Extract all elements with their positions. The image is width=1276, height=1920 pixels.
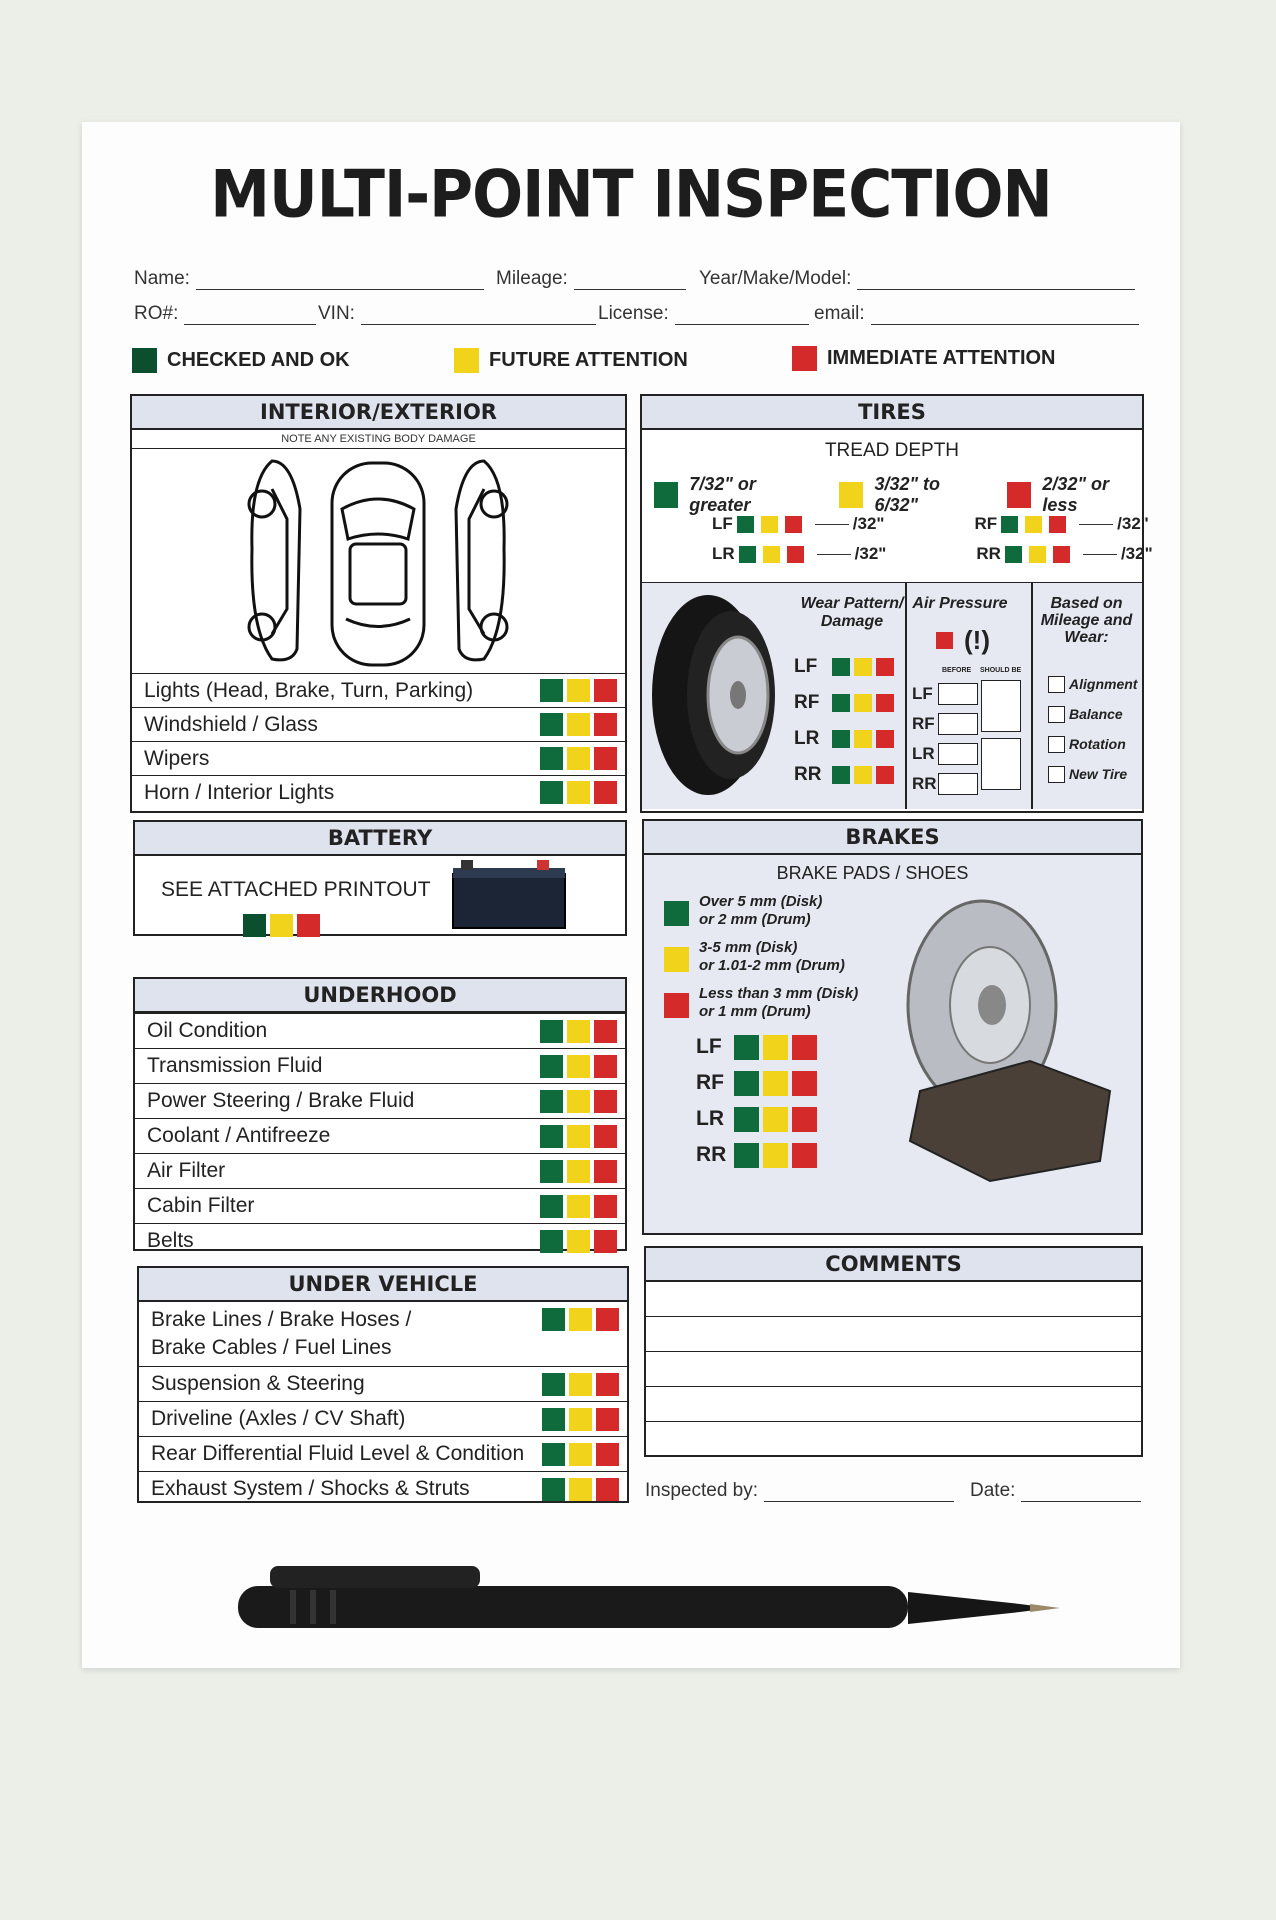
brake-legend-item: Less than 3 mm (Disk) or 1 mm (Drum): [664, 985, 858, 1031]
green-checkbox[interactable]: [540, 1020, 563, 1043]
green-checkbox[interactable]: [832, 730, 850, 748]
battery-header: BATTERY: [135, 822, 625, 856]
air-pressure-list: [912, 679, 978, 799]
service-checkbox-row[interactable]: Rotation: [1048, 729, 1137, 759]
yellow-checkbox[interactable]: [569, 1308, 592, 1331]
list-item: Brake Lines / Brake Hoses / Brake Cables / Fuel Lines: [139, 1302, 627, 1366]
inspected-by-field[interactable]: Inspected by:: [645, 1480, 954, 1502]
green-checkbox[interactable]: [734, 1071, 759, 1096]
yellow-checkbox[interactable]: [569, 1408, 592, 1431]
tire-service-checks: [1048, 669, 1137, 789]
tread-input[interactable]: [1083, 554, 1117, 555]
status-squares[interactable]: [540, 1090, 617, 1113]
yellow-checkbox[interactable]: [1025, 516, 1042, 533]
underhood-list: [135, 1013, 625, 1258]
air-row: LR: [912, 739, 978, 769]
status-squares[interactable]: [542, 1478, 619, 1501]
body-damage-note: NOTE ANY EXISTING BODY DAMAGE: [132, 430, 625, 449]
list-item: Wipers: [132, 741, 625, 775]
wear-row: RF: [794, 685, 896, 721]
brake-pads-label: BRAKE PADS / SHOES: [776, 863, 969, 883]
green-swatch: [132, 348, 157, 373]
status-squares[interactable]: [542, 1443, 619, 1466]
brake-row: LF: [696, 1029, 819, 1065]
red-checkbox[interactable]: [876, 658, 894, 676]
red-checkbox[interactable]: [594, 713, 617, 736]
yellow-checkbox[interactable]: [567, 1020, 590, 1043]
brake-rotor-icon: [880, 891, 1130, 1191]
red-checkbox[interactable]: [1053, 546, 1070, 563]
air-row: RR: [912, 769, 978, 799]
list-item: Cabin Filter: [135, 1188, 625, 1223]
red-checkbox[interactable]: [1049, 516, 1066, 533]
legend-future: FUTURE ATTENTION: [454, 348, 688, 373]
yellow-checkbox[interactable]: [763, 1143, 788, 1168]
green-checkbox[interactable]: [540, 781, 563, 804]
green-checkbox[interactable]: [734, 1143, 759, 1168]
red-checkbox[interactable]: [594, 1160, 617, 1183]
green-checkbox[interactable]: [542, 1308, 565, 1331]
battery-note: SEE ATTACHED PRINTOUT: [161, 878, 431, 901]
before-pressure-input[interactable]: [938, 683, 978, 705]
date-field[interactable]: Date:: [970, 1480, 1141, 1502]
yellow-checkbox[interactable]: [567, 713, 590, 736]
status-squares[interactable]: [540, 747, 617, 770]
green-checkbox[interactable]: [832, 766, 850, 784]
green-checkbox[interactable]: [540, 1090, 563, 1113]
green-checkbox[interactable]: [540, 1160, 563, 1183]
battery-icon: [451, 860, 569, 930]
yellow-checkbox[interactable]: [569, 1373, 592, 1396]
list-item: Power Steering / Brake Fluid: [135, 1083, 625, 1118]
red-swatch: [792, 346, 817, 371]
yellow-checkbox[interactable]: [761, 516, 778, 533]
comments-section: [644, 1246, 1143, 1457]
list-item: Lights (Head, Brake, Turn, Parking): [132, 673, 625, 707]
tire-icon: [646, 583, 796, 807]
car-diagram[interactable]: [132, 449, 625, 673]
status-squares[interactable]: [540, 1195, 617, 1218]
underhood-header: UNDERHOOD: [135, 979, 625, 1013]
tread-depth-label: TREAD DEPTH: [824, 440, 960, 461]
vin-field[interactable]: VIN:: [318, 303, 596, 325]
list-item: Suspension & Steering: [139, 1366, 627, 1401]
status-squares[interactable]: [540, 1230, 617, 1253]
green-checkbox[interactable]: [542, 1373, 565, 1396]
brake-list: [696, 1029, 819, 1173]
underhood-section: [133, 977, 627, 1251]
status-squares[interactable]: [540, 713, 617, 736]
red-checkbox[interactable]: [594, 1230, 617, 1253]
car-outline-icon: [132, 449, 625, 673]
red-checkbox[interactable]: [297, 914, 320, 937]
tread-grid: LF /32" RF /32" LR /32" RR /32": [712, 514, 1153, 563]
battery-status[interactable]: [243, 914, 320, 937]
interior-exterior-section: [130, 394, 627, 813]
list-item: Belts: [135, 1223, 625, 1258]
yellow-checkbox[interactable]: [567, 1125, 590, 1148]
status-squares[interactable]: [540, 1055, 617, 1078]
yellow-checkbox[interactable]: [763, 546, 780, 563]
green-checkbox[interactable]: [540, 747, 563, 770]
yellow-checkbox[interactable]: [763, 1107, 788, 1132]
yellow-checkbox[interactable]: [567, 781, 590, 804]
brakes-header: BRAKES: [644, 821, 1141, 855]
before-pressure-input[interactable]: [938, 743, 978, 765]
yellow-checkbox[interactable]: [763, 1071, 788, 1096]
red-checkbox[interactable]: [596, 1308, 619, 1331]
under-vehicle-header: UNDER VEHICLE: [139, 1268, 627, 1302]
list-item: Exhaust System / Shocks & Struts: [139, 1471, 627, 1506]
red-checkbox[interactable]: [594, 781, 617, 804]
brake-row: RF: [696, 1065, 819, 1101]
red-checkbox[interactable]: [594, 1195, 617, 1218]
list-item: Horn / Interior Lights: [132, 775, 625, 809]
yellow-checkbox[interactable]: [567, 1055, 590, 1078]
green-checkbox[interactable]: [739, 546, 756, 563]
checkbox[interactable]: [1048, 766, 1065, 783]
interior-header: INTERIOR/EXTERIOR: [132, 396, 625, 430]
green-checkbox[interactable]: [1001, 516, 1018, 533]
list-item: Rear Differential Fluid Level & Condition: [139, 1436, 627, 1471]
green-checkbox[interactable]: [734, 1035, 759, 1060]
wear-row: LF: [794, 649, 896, 685]
brake-legend-item: Over 5 mm (Disk) or 2 mm (Drum): [664, 893, 858, 939]
name-field[interactable]: Name:: [134, 268, 484, 290]
red-checkbox[interactable]: [596, 1408, 619, 1431]
status-squares[interactable]: [540, 1160, 617, 1183]
page-title: MULTI-POINT INSPECTION: [210, 157, 1052, 233]
tpms-indicator: [936, 625, 990, 656]
service-checkbox-row[interactable]: Alignment: [1048, 669, 1137, 699]
interior-list: [132, 673, 625, 809]
green-checkbox[interactable]: [737, 516, 754, 533]
battery-section: [133, 820, 627, 936]
red-checkbox[interactable]: [792, 1107, 817, 1132]
yellow-checkbox[interactable]: [569, 1478, 592, 1501]
red-checkbox[interactable]: [594, 679, 617, 702]
red-checkbox[interactable]: [792, 1071, 817, 1096]
inspection-sheet: [82, 122, 1180, 1668]
service-checkbox-row[interactable]: New Tire: [1048, 759, 1137, 789]
tpms-warning-icon: (!): [964, 625, 990, 655]
brake-legend: [664, 893, 858, 1031]
green-checkbox[interactable]: [540, 1055, 563, 1078]
tire-detail-area: Wear Pattern/ Damage LF RF LR RR Air Pressure (!) BEFORE SHOULD BE LF RF LR RR Based on Mileage and Wear: Alignment Balance Rotation New Tire: [642, 582, 1142, 809]
mileage-field[interactable]: Mileage:: [496, 268, 686, 290]
status-squares[interactable]: [542, 1408, 619, 1431]
red-checkbox[interactable]: [785, 516, 802, 533]
list-item: Driveline (Axles / CV Shaft): [139, 1401, 627, 1436]
green-checkbox[interactable]: [832, 694, 850, 712]
list-item: Oil Condition: [135, 1013, 625, 1048]
based-on-label: Based on Mileage and Wear:: [1040, 595, 1133, 646]
year-make-model-field[interactable]: Year/Make/Model:: [699, 268, 1135, 290]
air-row: RF: [912, 709, 978, 739]
red-checkbox[interactable]: [594, 1055, 617, 1078]
green-checkbox[interactable]: [832, 658, 850, 676]
comments-lines[interactable]: [646, 1282, 1141, 1422]
pen-icon: [230, 1556, 1060, 1646]
air-row: LF: [912, 679, 978, 709]
yellow-swatch: [454, 348, 479, 373]
brake-row: LR: [696, 1101, 819, 1137]
yellow-checkbox[interactable]: [569, 1443, 592, 1466]
yellow-checkbox[interactable]: [567, 1230, 590, 1253]
brake-legend-item: 3-5 mm (Disk) or 1.01-2 mm (Drum): [664, 939, 858, 985]
red-checkbox[interactable]: [596, 1478, 619, 1501]
red-checkbox[interactable]: [876, 730, 894, 748]
list-item: Air Filter: [135, 1153, 625, 1188]
brake-row: RR: [696, 1137, 819, 1173]
checkbox[interactable]: [1048, 706, 1065, 723]
green-checkbox[interactable]: [540, 713, 563, 736]
wear-pattern-label: Wear Pattern/ Damage: [800, 595, 904, 630]
email-field[interactable]: email:: [814, 303, 1139, 325]
status-squares[interactable]: [540, 1125, 617, 1148]
red-checkbox[interactable]: [876, 694, 894, 712]
yellow-checkbox[interactable]: [567, 679, 590, 702]
yellow-checkbox[interactable]: [270, 914, 293, 937]
status-squares[interactable]: [542, 1373, 619, 1396]
red-checkbox[interactable]: [594, 747, 617, 770]
red-checkbox[interactable]: [596, 1443, 619, 1466]
tread-legend: 7/32" or greater 3/32" to 6/32" 2/32" or less: [654, 474, 1142, 516]
legend-ok: CHECKED AND OK: [132, 348, 350, 373]
tread-input[interactable]: [815, 524, 849, 525]
green-checkbox[interactable]: [542, 1443, 565, 1466]
wear-list: [794, 649, 896, 793]
red-checkbox[interactable]: [594, 1125, 617, 1148]
should-be-front-input[interactable]: [981, 680, 1021, 732]
yellow-checkbox[interactable]: [567, 1195, 590, 1218]
list-item: Windshield / Glass: [132, 707, 625, 741]
license-field[interactable]: License:: [598, 303, 809, 325]
green-checkbox[interactable]: [540, 1195, 563, 1218]
status-squares[interactable]: [540, 679, 617, 702]
ro-field[interactable]: RO#:: [134, 303, 316, 325]
under-vehicle-list: [139, 1366, 627, 1506]
status-squares[interactable]: [540, 1020, 617, 1043]
under-vehicle-section: [137, 1266, 629, 1503]
yellow-checkbox[interactable]: [1029, 546, 1046, 563]
yellow-checkbox[interactable]: [763, 1035, 788, 1060]
before-pressure-input[interactable]: [938, 773, 978, 795]
yellow-checkbox[interactable]: [567, 747, 590, 770]
green-checkbox[interactable]: [734, 1107, 759, 1132]
before-pressure-input[interactable]: [938, 713, 978, 735]
should-be-rear-input[interactable]: [981, 738, 1021, 790]
red-checkbox[interactable]: [594, 1090, 617, 1113]
red-checkbox[interactable]: [876, 766, 894, 784]
green-checkbox[interactable]: [540, 1230, 563, 1253]
yellow-checkbox[interactable]: [567, 1160, 590, 1183]
wear-row: LR: [794, 721, 896, 757]
comments-header: COMMENTS: [646, 1248, 1141, 1282]
checkbox[interactable]: [1048, 676, 1065, 693]
status-squares[interactable]: [542, 1308, 619, 1331]
service-checkbox-row[interactable]: Balance: [1048, 699, 1137, 729]
legend-immediate: IMMEDIATE ATTENTION: [792, 346, 1056, 371]
green-checkbox[interactable]: [542, 1478, 565, 1501]
list-item: Coolant / Antifreeze: [135, 1118, 625, 1153]
red-checkbox[interactable]: [596, 1373, 619, 1396]
yellow-checkbox[interactable]: [854, 766, 872, 784]
brakes-section: [642, 819, 1143, 1235]
yellow-checkbox[interactable]: [854, 694, 872, 712]
red-checkbox[interactable]: [792, 1035, 817, 1060]
tread-input[interactable]: [817, 554, 851, 555]
green-checkbox[interactable]: [542, 1408, 565, 1431]
red-checkbox[interactable]: [787, 546, 804, 563]
air-pressure-label: Air Pressure: [912, 595, 1008, 612]
tires-section: [640, 394, 1153, 813]
tread-input[interactable]: [1079, 524, 1113, 525]
red-checkbox[interactable]: [936, 632, 953, 649]
green-checkbox[interactable]: [540, 679, 563, 702]
red-checkbox[interactable]: [792, 1143, 817, 1168]
green-checkbox[interactable]: [540, 1125, 563, 1148]
list-item: Transmission Fluid: [135, 1048, 625, 1083]
green-checkbox[interactable]: [1005, 546, 1022, 563]
yellow-checkbox[interactable]: [854, 730, 872, 748]
status-squares[interactable]: [540, 781, 617, 804]
yellow-checkbox[interactable]: [854, 658, 872, 676]
yellow-checkbox[interactable]: [567, 1090, 590, 1113]
wear-row: RR: [794, 757, 896, 793]
checkbox[interactable]: [1048, 736, 1065, 753]
red-checkbox[interactable]: [594, 1020, 617, 1043]
tires-header: TIRES: [642, 396, 1142, 430]
green-checkbox[interactable]: [243, 914, 266, 937]
